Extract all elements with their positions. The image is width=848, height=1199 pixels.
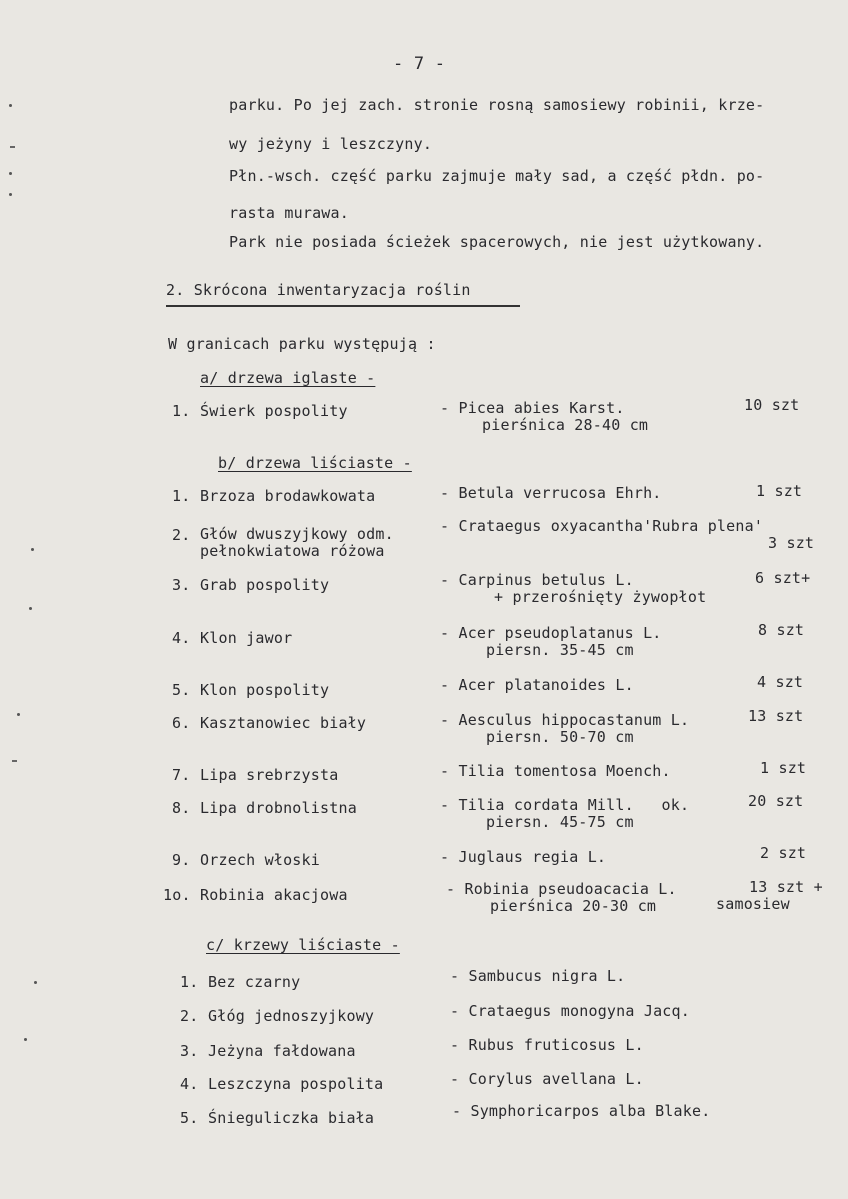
group-heading: c/ krzewy liściaste - xyxy=(206,936,400,954)
item-count: 4 szt xyxy=(757,673,804,691)
item-name: Lipa drobnolistna xyxy=(200,799,357,817)
item-number: 7. xyxy=(172,766,191,784)
item-number: 3. xyxy=(180,1042,199,1060)
item-name: Klon jawor xyxy=(200,629,293,647)
intro-line: Płn.-wsch. część parku zajmuje mały sad, a część płdn. po- xyxy=(229,167,765,185)
item-latin: - Crataegus monogyna Jacq. xyxy=(450,1002,690,1020)
item-latin-extra: + przerośnięty żywopłot xyxy=(494,588,707,606)
item-count: 13 szt + xyxy=(749,878,823,896)
item-count: 1 szt xyxy=(756,482,803,500)
item-name: Robinia akacjowa xyxy=(200,886,348,904)
intro-line: rasta murawa. xyxy=(229,204,349,222)
item-number: 2. xyxy=(180,1007,199,1025)
item-count: 20 szt xyxy=(748,792,804,810)
margin-speck xyxy=(34,981,37,984)
item-latin: - Aesculus hippocastanum L. xyxy=(440,711,690,729)
item-count: 8 szt xyxy=(758,621,805,639)
item-latin: - Acer pseudoplatanus L. xyxy=(440,624,662,642)
margin-speck xyxy=(9,172,12,175)
item-latin-extra: pierśnica 28-40 cm xyxy=(482,416,649,434)
margin-speck xyxy=(24,1038,27,1041)
margin-speck xyxy=(9,193,12,196)
item-number: 6. xyxy=(172,714,191,732)
margin-speck xyxy=(17,713,20,716)
item-number: 1. xyxy=(172,487,191,505)
item-number: 2. xyxy=(172,526,191,544)
item-name: Kasztanowiec biały xyxy=(200,714,367,732)
item-count: 10 szt xyxy=(744,396,800,414)
item-name: Jeżyna fałdowana xyxy=(208,1042,356,1060)
item-number: 4. xyxy=(180,1075,199,1093)
item-latin: - Sambucus nigra L. xyxy=(450,967,626,985)
item-count: 13 szt xyxy=(748,707,804,725)
group-heading: a/ drzewa iglaste - xyxy=(200,369,376,387)
item-name: Leszczyna pospolita xyxy=(208,1075,384,1093)
item-count-extra: samosiew xyxy=(716,895,790,913)
item-number: 8. xyxy=(172,799,191,817)
page-number: - 7 - xyxy=(393,54,446,74)
item-name: Klon pospolity xyxy=(200,681,330,699)
item-name: Głóg jednoszyjkowy xyxy=(208,1007,375,1025)
item-latin: - Carpinus betulus L. xyxy=(440,571,634,589)
item-latin: - Tilia tomentosa Moench. xyxy=(440,762,671,780)
item-number: 1o. xyxy=(163,886,191,904)
item-name: Świerk pospolity xyxy=(200,402,348,420)
margin-speck xyxy=(9,104,12,107)
item-name-extra: pełnokwiatowa różowa xyxy=(200,542,385,560)
item-latin: - Robinia pseudoacacia L. xyxy=(446,880,677,898)
item-number: 5. xyxy=(172,681,191,699)
margin-speck xyxy=(29,607,32,610)
section-heading: 2. Skrócona inwentaryzacja roślin xyxy=(166,281,471,299)
item-number: 5. xyxy=(180,1109,199,1127)
margin-speck xyxy=(12,760,17,762)
item-name: Brzoza brodawkowata xyxy=(200,487,376,505)
item-number: 4. xyxy=(172,629,191,647)
item-latin-extra: piersn. 50-70 cm xyxy=(486,728,634,746)
item-latin-extra: pierśnica 20-30 cm xyxy=(490,897,657,915)
item-count: 6 szt+ xyxy=(755,569,811,587)
item-name: Bez czarny xyxy=(208,973,301,991)
item-count: 3 szt xyxy=(768,534,815,552)
margin-speck xyxy=(10,146,15,148)
item-name: Grab pospolity xyxy=(200,576,330,594)
margin-speck xyxy=(31,548,34,551)
item-latin-extra: piersn. 45-75 cm xyxy=(486,813,634,831)
item-count: 2 szt xyxy=(760,844,807,862)
item-number: 1. xyxy=(172,402,191,420)
item-latin: - Crataegus oxyacantha'Rubra plena' xyxy=(440,517,764,535)
item-number: 1. xyxy=(180,973,199,991)
item-latin: - Juglaus regia L. xyxy=(440,848,607,866)
intro-line: Park nie posiada ścieżek spacerowych, nie jest użytkowany. xyxy=(229,233,765,251)
section-heading-underline xyxy=(166,305,520,307)
item-latin: - Picea abies Karst. xyxy=(440,399,625,417)
item-number: 9. xyxy=(172,851,191,869)
item-name: Orzech włoski xyxy=(200,851,320,869)
item-name: Głów dwuszyjkowy odm. xyxy=(200,525,394,543)
intro-line: wy jeżyny i leszczyny. xyxy=(229,135,433,153)
intro-line: parku. Po jej zach. stronie rosną samosiewy robinii, krze- xyxy=(229,96,765,114)
group-heading: b/ drzewa liściaste - xyxy=(218,454,412,472)
item-count: 1 szt xyxy=(760,759,807,777)
item-latin: - Acer platanoides L. xyxy=(440,676,634,694)
item-name: Śnieguliczka biała xyxy=(208,1109,375,1127)
item-latin: - Rubus fruticosus L. xyxy=(450,1036,644,1054)
lead-text: W granicach parku występują : xyxy=(168,335,436,353)
item-latin: - Tilia cordata Mill. ok. xyxy=(440,796,690,814)
item-latin: - Betula verrucosa Ehrh. xyxy=(440,484,662,502)
item-number: 3. xyxy=(172,576,191,594)
item-latin: - Symphoricarpos alba Blake. xyxy=(452,1102,711,1120)
item-name: Lipa srebrzysta xyxy=(200,766,339,784)
item-latin: - Corylus avellana L. xyxy=(450,1070,644,1088)
item-latin-extra: piersn. 35-45 cm xyxy=(486,641,634,659)
